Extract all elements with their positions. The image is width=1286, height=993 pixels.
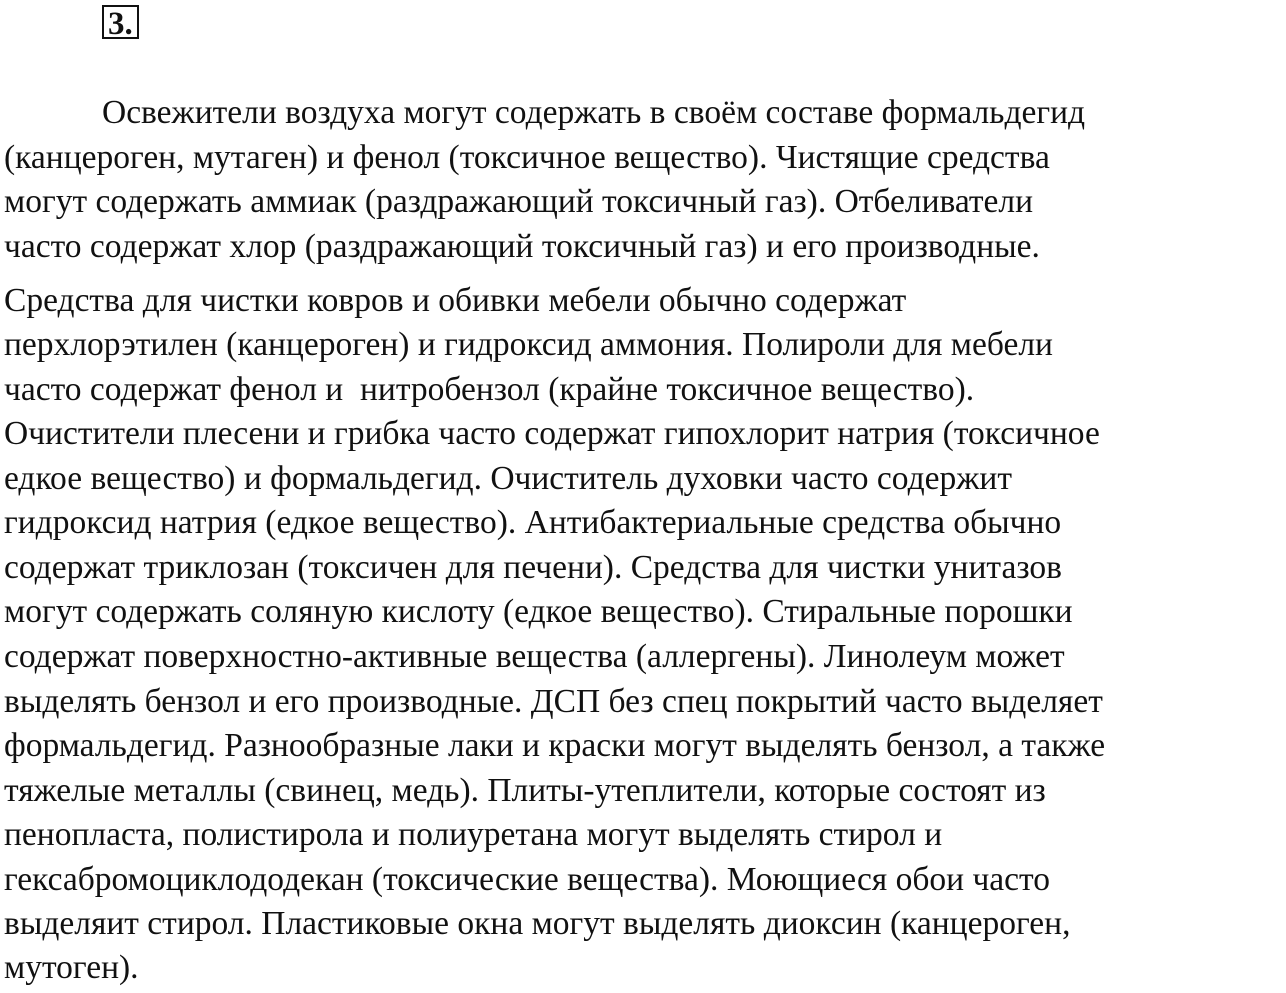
paragraph-1-line: (канцероген, мутаген) и фенол (токсичное вещество). Чистящие средства (4, 139, 1050, 176)
paragraph-2-line: выделять бензол и его производные. ДСП без спец покрытий часто выделяет (4, 683, 1103, 720)
paragraph-2-line: тяжелые металлы (свинец, медь). Плиты-утеплители, которые состоят из (4, 772, 1046, 809)
paragraph-2-line: Очистители плесени и грибка часто содержат гипохлорит натрия (токсичное (4, 415, 1100, 452)
paragraph-1-line: часто содержат хлор (раздражающий токсичный газ) и его производные. (4, 228, 1040, 265)
paragraph-2-line: гексабромоциклододекан (токсические вещества). Моющиеся обои часто (4, 861, 1050, 898)
task-number-box: 3. (102, 5, 139, 39)
paragraph-2-line: содержат триклозан (токсичен для печени). Средства для чистки унитазов (4, 549, 1062, 586)
paragraph-2-line: часто содержат фенол и нитробензол (крайне токсичное вещество). (4, 371, 975, 408)
paragraph-2-line: гидроксид натрия (едкое вещество). Антибактериальные средства обычно (4, 504, 1062, 541)
paragraph-2-line: мутоген). (4, 949, 139, 986)
paragraph-2-line: могут содержать соляную кислоту (едкое вещество). Стиральные порошки (4, 593, 1073, 630)
paragraph-2-line: формальдегид. Разнообразные лаки и краски могут выделять бензол, а также (4, 727, 1106, 764)
paragraph-1-line: Освежители воздуха могут содержать в своём составе формальдегид (102, 94, 1086, 131)
paragraph-1-line: могут содержать аммиак (раздражающий токсичный газ). Отбеливатели (4, 183, 1034, 220)
paragraph-2-line: Средства для чистки ковров и обивки мебели обычно содержат (4, 282, 907, 319)
paragraph-2-line: перхлорэтилен (канцероген) и гидроксид аммония. Полироли для мебели (4, 326, 1053, 363)
paragraph-2-line: содержат поверхностно-активные вещества (аллергены). Линолеум может (4, 638, 1065, 675)
paragraph-2-line: едкое вещество) и формальдегид. Очиститель духовки часто содержит (4, 460, 1012, 497)
paragraph-2-line: выделяит стирол. Пластиковые окна могут выделять диоксин (канцероген, (4, 905, 1071, 942)
paragraph-2-line: пенопласта, полистирола и полиуретана могут выделять стирол и (4, 816, 943, 853)
